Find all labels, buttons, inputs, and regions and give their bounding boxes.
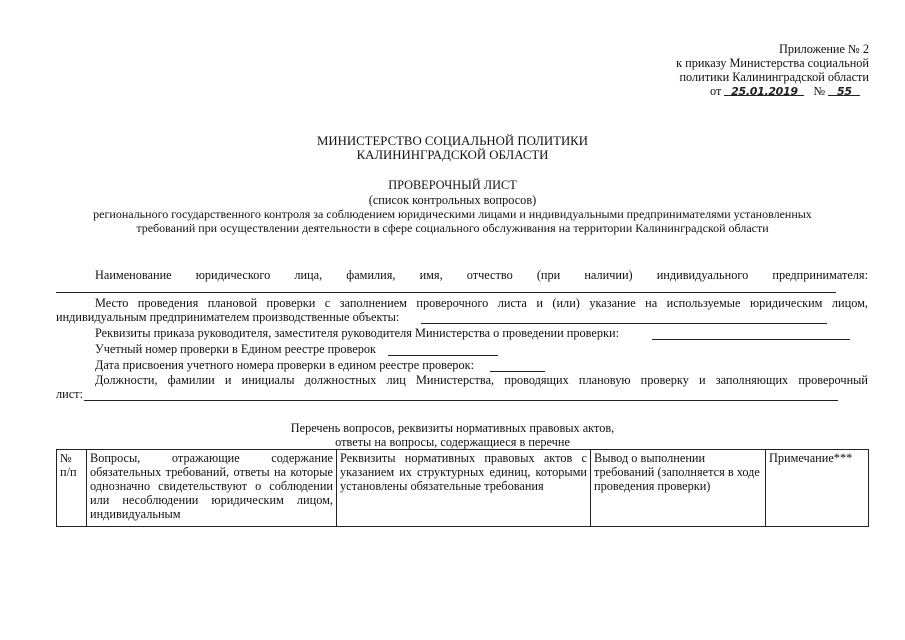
order-underline — [652, 339, 850, 340]
list-header-1: Перечень вопросов, реквизиты нормативных правовых актов, — [290, 421, 615, 435]
date-field — [724, 84, 804, 96]
list-header-2: ответы на вопросы, содержащиеся в перечне — [335, 435, 570, 449]
appendix-line-2: к приказу Министерства социальной — [676, 56, 869, 70]
checklist-desc-1: регионального государственного контроля за соблюдением юридическими лицами и индивидуальными предпринимателями установленных — [93, 207, 812, 221]
checklist-table — [56, 449, 869, 527]
handwritten-number: 55 — [836, 85, 852, 98]
ministry-line-2: КАЛИНИНГРАДСКОЙ ОБЛАСТИ — [356, 148, 549, 162]
date-prefix: от — [710, 84, 722, 98]
ministry-line-1: МИНИСТЕРСТВО СОЦИАЛЬНОЙ ПОЛИТИКИ — [317, 134, 588, 148]
appendix-date-line — [710, 84, 860, 98]
header-note: Примечание*** — [766, 450, 869, 527]
appendix-line-1: Приложение № 2 — [778, 42, 869, 56]
name-underline — [56, 292, 836, 293]
checklist-desc-2: требований при осуществлении деятельности в сфере социального обслуживания на территории Калининградской области — [136, 221, 769, 235]
header-questions: Вопросы, отражающие содержание обязательных требований, ответы на которые однозначно свидетельствуют о соблюдении или несоблюдении юридическим лицом, индивидуальным — [87, 450, 337, 527]
account-label: Учетный номер проверки в Едином реестре проверок — [95, 342, 376, 356]
name-label: Наименование юридического лица, фамилия, имя, отчество (при наличии) индивидуального предпринимателя: — [95, 268, 868, 282]
table-header-row — [57, 450, 869, 527]
header-legal-acts: Реквизиты нормативных правовых актов с указанием их структурных единиц, которыми установлены обязательные требования — [337, 450, 591, 527]
order-label: Реквизиты приказа руководителя, заместителя руководителя Министерства о проведении проверки: — [95, 326, 619, 340]
account-underline — [388, 355, 498, 356]
assign-underline — [490, 371, 545, 372]
place-label-2: индивидуальным предпринимателем производственные объекты: — [56, 310, 400, 324]
header-conclusion: Вывод о выполнении требований (заполняется в ходе проведения проверки) — [591, 450, 766, 527]
appendix-line-3: политики Калининградской области — [679, 70, 869, 84]
checklist-subtitle: (список контрольных вопросов) — [368, 193, 537, 207]
handwritten-date: 25.01.2019 — [731, 85, 798, 98]
header-number: № п/п — [57, 450, 87, 527]
officials-underline — [84, 400, 838, 401]
officials-label-1: Должности, фамилии и инициалы должностных лиц Министерства, проводящих плановую проверку и заполняющих проверочный — [95, 373, 868, 387]
officials-label-2: лист: — [56, 387, 83, 401]
assign-label: Дата присвоения учетного номера проверки в едином реестре проверок: — [95, 358, 474, 372]
number-prefix: № — [813, 84, 826, 98]
place-label-1: Место проведения плановой проверки с заполнением проверочного листа и (или) указание на используемые юридическим лицом, — [95, 296, 868, 310]
number-field — [828, 84, 860, 96]
place-underline — [421, 323, 827, 324]
checklist-title: ПРОВЕРОЧНЫЙ ЛИСТ — [388, 178, 517, 192]
